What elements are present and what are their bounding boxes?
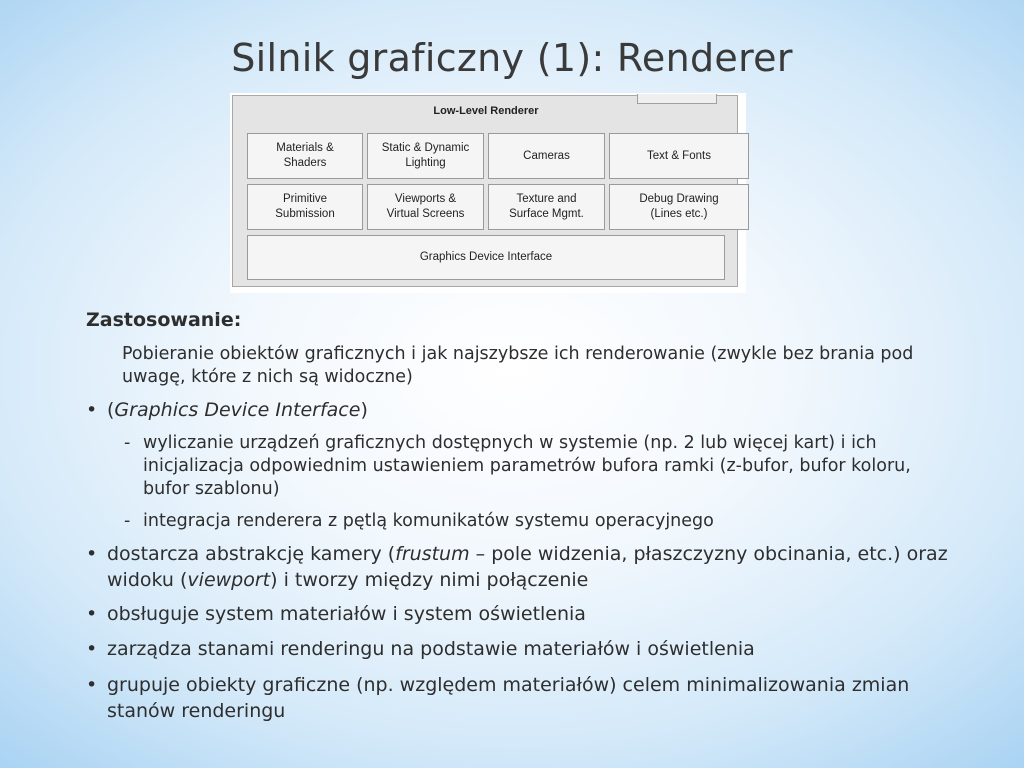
subitem-message-loop: - integracja renderera z pętlą komunikatów systemu operacyjnego — [124, 511, 714, 531]
box-graphics-device-interface: Graphics Device Interface — [247, 235, 725, 280]
bullet-camera: • dostarcza abstrakcję kamery (frustum – pole widzenia, płaszczyzny obcinania, etc.) oraz widoku (viewport) i tworzy między nimi połączenie — [86, 543, 948, 591]
viewport-term: viewport — [187, 569, 271, 591]
slide-title: Silnik graficzny (1): Renderer — [231, 36, 793, 80]
bullet-grouping: • grupuje obiekty graficzne (np. względem materiałów) celem minimalizowania zmian stanów renderingu — [86, 674, 910, 722]
dash-mark: - — [124, 511, 131, 531]
bullet-mark: • — [86, 399, 98, 421]
bullet-gdi: • (Graphics Device Interface) — [86, 399, 368, 421]
box-text-fonts: Text & Fonts — [609, 133, 749, 179]
bullet-render-states: • zarządza stanami renderingu na podstawie materiałów i oświetlenia — [86, 638, 755, 660]
section-label: Zastosowanie: — [86, 309, 242, 331]
box-primitive-submission: Primitive Submission — [247, 184, 363, 230]
box-viewports-virtual-screens: Viewports & Virtual Screens — [367, 184, 484, 230]
bullet-mark: • — [86, 603, 98, 625]
diagram-tab-stub — [637, 94, 717, 104]
bullet-mark: • — [86, 638, 98, 660]
box-cameras: Cameras — [488, 133, 605, 179]
diagram-frame — [232, 95, 738, 287]
box-materials-shaders: Materials & Shaders — [247, 133, 363, 179]
bullet-mark: • — [86, 543, 98, 565]
box-texture-surface-mgmt: Texture and Surface Mgmt. — [488, 184, 605, 230]
bullet-mark: • — [86, 674, 98, 696]
gdi-term: Graphics Device Interface — [114, 399, 361, 421]
bullet-materials: • obsługuje system materiałów i system oświetlenia — [86, 603, 586, 625]
renderer-diagram — [230, 93, 746, 293]
subitem-device-enumeration: - wyliczanie urządzeń graficznych dostępnych w systemie (np. 2 lub więcej kart) i ich inicjalizacja odpowiednim ustawieniem parametrów bufora ramki (z-bufor, bufor koloru, bufor szablonu) — [124, 433, 911, 499]
frustum-term: frustum — [395, 543, 470, 565]
intro-paragraph: Pobieranie obiektów graficznych i jak najszybsze ich renderowanie (zwykle bez brania pod uwagę, które z nich są widoczne) — [122, 344, 914, 387]
dash-mark: - — [124, 433, 131, 453]
box-static-dynamic-lighting: Static & Dynamic Lighting — [367, 133, 484, 179]
diagram-heading: Low-Level Renderer — [433, 105, 539, 117]
box-debug-drawing: Debug Drawing (Lines etc.) — [609, 184, 749, 230]
